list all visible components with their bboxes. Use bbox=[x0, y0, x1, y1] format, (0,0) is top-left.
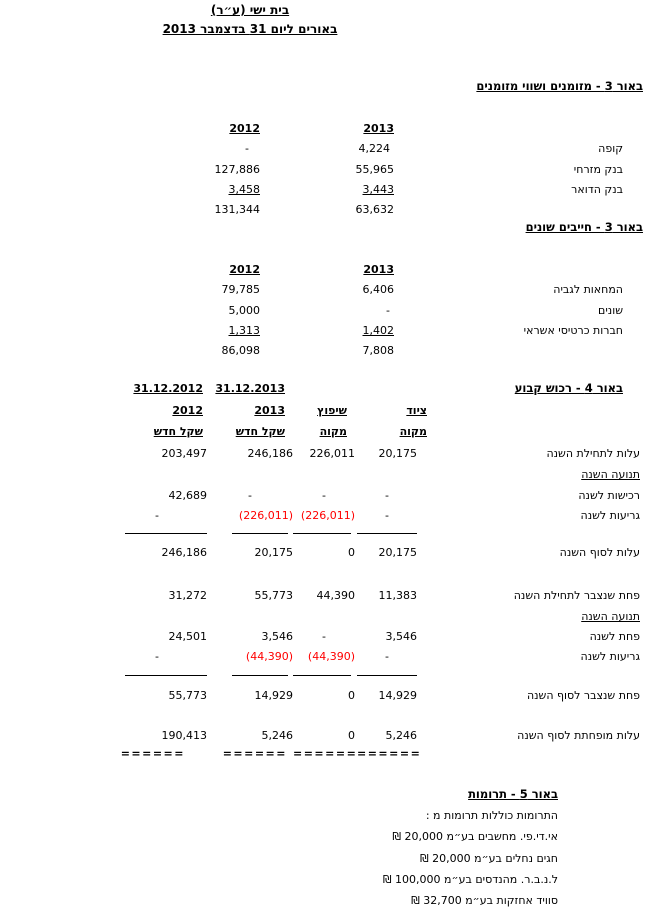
cell-ziud: - bbox=[385, 509, 389, 522]
row-label: גריעות לשנה bbox=[580, 650, 640, 663]
column-rule bbox=[207, 524, 293, 544]
header-year-2012: 2012 bbox=[172, 403, 203, 417]
cell-shipuz bbox=[293, 465, 357, 485]
row-label: עלות לתחילת השנה bbox=[546, 447, 640, 460]
row-label: המחאות לגביה bbox=[553, 283, 623, 297]
table-row bbox=[107, 607, 642, 627]
header-date-2013: 31.12.2013 bbox=[215, 382, 285, 395]
header-date-2012: 31.12.2012 bbox=[133, 382, 203, 395]
table-row bbox=[107, 627, 642, 647]
cell-shipuz: 0 bbox=[348, 689, 355, 702]
cell-ziud: 14,929 bbox=[378, 689, 417, 702]
row-label: תנועה השנה bbox=[581, 610, 640, 623]
row-label: בנק הדואר bbox=[571, 182, 623, 196]
table-row bbox=[107, 647, 642, 667]
cell-2013: 5,246 bbox=[261, 729, 293, 742]
cell-shipuz: 0 bbox=[348, 546, 355, 559]
cell-ziud bbox=[357, 465, 437, 485]
column-rule bbox=[357, 666, 437, 686]
cell-shipuz: (226,011) bbox=[300, 509, 355, 522]
cell-2013: 14,929 bbox=[254, 689, 293, 702]
column-rule bbox=[107, 666, 207, 686]
note3a-table bbox=[142, 119, 642, 220]
header-ziud: ציוד bbox=[406, 403, 427, 417]
double-rule-row bbox=[107, 744, 642, 764]
header-shekel-2012: שקל חדש bbox=[153, 425, 203, 439]
column-rule bbox=[293, 666, 357, 686]
cell-shipuz: 0 bbox=[348, 729, 355, 742]
note5-intro: התרומות כוללות תרומות מ : bbox=[425, 809, 558, 823]
spacer-cell bbox=[437, 401, 642, 423]
spacer-cell bbox=[412, 260, 642, 280]
cell-2013: 55,965 bbox=[355, 162, 394, 176]
note3a-heading: באור 3 - מזומנים ושווי מזומנים bbox=[476, 79, 643, 93]
cell-shipuz: (44,390) bbox=[307, 650, 355, 663]
cell-2012: 24,501 bbox=[168, 630, 207, 643]
total-2013: 7,808 bbox=[362, 344, 394, 358]
page-subtitle: באורים ליום 31 בדצמבר 2013 bbox=[162, 22, 338, 36]
double-rule: ====== bbox=[222, 747, 287, 760]
column-rule bbox=[293, 524, 357, 544]
header-mikve-1: מקוה bbox=[399, 425, 427, 439]
page-title: בית ישי (ע״ר) bbox=[210, 3, 290, 17]
spacer-cell bbox=[437, 744, 642, 764]
row-label: פחת שנצבר לתחילת השנה bbox=[513, 589, 640, 602]
note3a-col-2013: 2013 bbox=[363, 122, 394, 135]
table-row bbox=[107, 486, 642, 506]
cell-2013: - bbox=[248, 489, 252, 502]
row-label: חברות כרטיסי אשראי bbox=[523, 323, 623, 337]
cell-2013: 3,546 bbox=[261, 630, 293, 643]
cell-2013: - bbox=[386, 303, 390, 317]
note5-heading: באור 5 - תרומות bbox=[468, 787, 558, 801]
spacer-cell bbox=[437, 524, 642, 544]
cell-2012: 203,497 bbox=[161, 447, 207, 460]
spacer-cell bbox=[437, 379, 642, 401]
note4-table-header bbox=[107, 379, 642, 444]
donation-line: ל.נ.ב.ר. מהנדסים בע״מ 100,000 ₪ bbox=[382, 872, 558, 886]
cell-2013 bbox=[207, 465, 293, 485]
total-2012: 86,098 bbox=[221, 344, 260, 358]
cell-ziud: 20,175 bbox=[378, 546, 417, 559]
cell-2013: 1,402 bbox=[362, 323, 394, 337]
donation-line: סוויד אחזקות בע״מ 32,700 ₪ bbox=[411, 894, 558, 908]
cell-shipuz: - bbox=[322, 489, 326, 502]
cell-2012: - bbox=[155, 509, 159, 522]
separator-row bbox=[107, 666, 642, 686]
cell-2013: 4,224 bbox=[358, 142, 390, 156]
cell-2013 bbox=[207, 607, 293, 627]
table-row bbox=[107, 586, 642, 606]
cell-ziud: 5,246 bbox=[385, 729, 417, 742]
cell-2012: 42,689 bbox=[168, 489, 207, 502]
row-label bbox=[412, 200, 642, 220]
spacer-cell bbox=[437, 422, 642, 444]
cell-2013: 246,186 bbox=[247, 447, 293, 460]
note3b-col-2012: 2012 bbox=[229, 263, 260, 276]
table-row bbox=[107, 543, 642, 563]
total-2012: 131,344 bbox=[214, 203, 260, 217]
cell-2012: 3,458 bbox=[228, 182, 260, 196]
row-label: גריעות לשנה bbox=[580, 509, 640, 522]
cell-2012: - bbox=[245, 142, 249, 156]
cell-ziud: 3,546 bbox=[385, 630, 417, 643]
column-rule bbox=[107, 524, 207, 544]
cell-ziud: 20,175 bbox=[378, 447, 417, 460]
cell-shipuz bbox=[293, 607, 357, 627]
cell-ziud: 11,383 bbox=[378, 589, 417, 602]
donation-line: אי.די.פי. מחשבים בע״מ 20,000 ₪ bbox=[392, 830, 558, 844]
total-2013: 63,632 bbox=[355, 203, 394, 217]
row-label: קופה bbox=[598, 142, 623, 156]
double-rule: ====== bbox=[293, 747, 358, 760]
note3a-col-2012: 2012 bbox=[229, 122, 260, 135]
cell-2012 bbox=[107, 607, 207, 627]
header-mikve-2: מקוה bbox=[319, 425, 347, 439]
cell-2013: (226,011) bbox=[238, 509, 293, 522]
spacer-cell bbox=[412, 119, 642, 139]
cell-2013: (44,390) bbox=[245, 650, 293, 663]
cell-2012: 55,773 bbox=[168, 689, 207, 702]
cell-2012: 5,000 bbox=[228, 303, 260, 317]
cell-ziud bbox=[357, 607, 437, 627]
note5-section bbox=[383, 784, 558, 908]
header-year-2013: 2013 bbox=[254, 403, 285, 417]
note3b-col-2013: 2013 bbox=[363, 263, 394, 276]
cell-2012: 31,272 bbox=[168, 589, 207, 602]
column-rule bbox=[357, 524, 437, 544]
header-ziud-blank bbox=[357, 379, 437, 401]
cell-2012: - bbox=[155, 650, 159, 663]
header-shipuz-blank bbox=[293, 379, 357, 401]
row-label: שונים bbox=[598, 303, 623, 317]
header-shipuz: שיפוץ bbox=[317, 403, 347, 417]
table-row bbox=[107, 444, 642, 464]
note3b-heading: באור 3 - חייבים שונים bbox=[525, 220, 643, 234]
cell-ziud: - bbox=[385, 650, 389, 663]
separator-row bbox=[107, 524, 642, 544]
double-rule: ====== bbox=[357, 747, 422, 760]
note3b-table bbox=[142, 260, 642, 361]
row-label: בנק מזרחי bbox=[573, 162, 623, 176]
row-label bbox=[412, 341, 642, 361]
cell-ziud: - bbox=[385, 489, 389, 502]
cell-2013: 20,175 bbox=[254, 546, 293, 559]
header-shekel-2013: שקל חדש bbox=[235, 425, 285, 439]
table-row bbox=[107, 726, 642, 746]
row-label: תנועה השנה bbox=[581, 468, 640, 481]
cell-2013: 6,406 bbox=[362, 283, 394, 297]
double-rule: ====== bbox=[120, 747, 185, 760]
table-row bbox=[107, 506, 642, 526]
row-label: רכישות לשנה bbox=[578, 489, 640, 502]
spacer-cell bbox=[437, 666, 642, 686]
cell-shipuz: 226,011 bbox=[309, 447, 355, 460]
cell-shipuz: 44,390 bbox=[316, 589, 355, 602]
cell-2012: 190,413 bbox=[161, 729, 207, 742]
cell-2012: 1,313 bbox=[228, 323, 260, 337]
row-label: פחת לשנה bbox=[589, 630, 640, 643]
donation-line: חגים נחלים בע״מ 20,000 ₪ bbox=[419, 851, 558, 865]
table-row bbox=[107, 465, 642, 485]
table-row bbox=[107, 686, 642, 706]
title-block bbox=[125, 2, 375, 37]
row-label: עלות לסוף השנה bbox=[559, 546, 640, 559]
cell-2012: 127,886 bbox=[214, 162, 260, 176]
cell-2012 bbox=[107, 465, 207, 485]
cell-2012: 246,186 bbox=[161, 546, 207, 559]
note4-heading: באור 4 - רכוש קבוע bbox=[514, 381, 623, 395]
cell-2013: 55,773 bbox=[254, 589, 293, 602]
cell-2013: 3,443 bbox=[362, 182, 394, 196]
cell-2012: 79,785 bbox=[221, 283, 260, 297]
column-rule bbox=[207, 666, 293, 686]
row-label: פחת שנצבר לסוף השנה bbox=[526, 689, 640, 702]
cell-shipuz: - bbox=[322, 630, 326, 643]
row-label: עלות מופחתת לסוף השנה bbox=[517, 729, 640, 742]
